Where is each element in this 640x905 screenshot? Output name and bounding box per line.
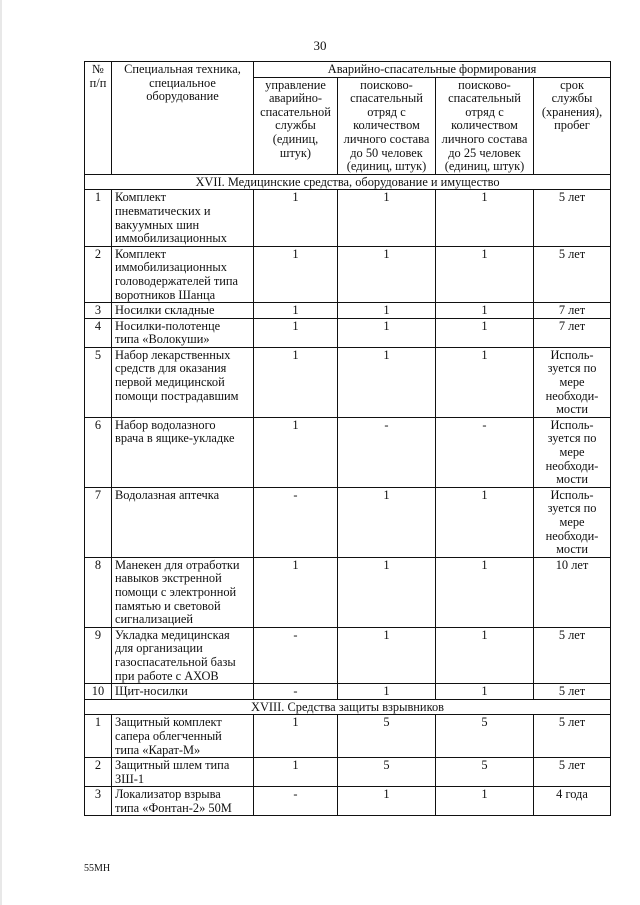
row-term: 5 лет <box>534 758 611 787</box>
row-team-50-qty: 1 <box>338 246 436 302</box>
row-number: 2 <box>85 246 112 302</box>
row-team-25-qty: - <box>436 417 534 487</box>
table-row <box>85 487 611 557</box>
table-row <box>85 787 611 816</box>
equipment-table <box>84 61 611 816</box>
header-group: Аварийно-спасательные формирования <box>254 62 611 78</box>
row-team-50-qty: - <box>338 417 436 487</box>
row-team-50-qty: 5 <box>338 758 436 787</box>
table-row <box>85 246 611 302</box>
row-management-qty: 1 <box>254 557 338 627</box>
row-management-qty: 1 <box>254 417 338 487</box>
row-management-qty: 1 <box>254 303 338 319</box>
row-term: 5 лет <box>534 190 611 246</box>
row-management-qty: 1 <box>254 318 338 347</box>
row-name: Комплект иммобилизационных головодержателей типа воротников Шанца <box>112 246 254 302</box>
row-name: Защитный комплект сапера облегченный типа «Карат-М» <box>112 715 254 758</box>
table-row <box>85 417 611 487</box>
row-term: 10 лет <box>534 557 611 627</box>
row-management-qty: - <box>254 487 338 557</box>
header-row-1 <box>85 62 611 78</box>
row-name: Носилки складные <box>112 303 254 319</box>
row-number: 8 <box>85 557 112 627</box>
row-name: Укладка медицинская для организации газоспасательной базы при работе с АХОВ <box>112 627 254 683</box>
row-number: 9 <box>85 627 112 683</box>
row-team-25-qty: 1 <box>436 347 534 417</box>
row-team-25-qty: 1 <box>436 318 534 347</box>
row-team-50-qty: 1 <box>338 190 436 246</box>
page-number: 30 <box>313 38 327 53</box>
table-row <box>85 627 611 683</box>
row-team-25-qty: 1 <box>436 684 534 700</box>
row-team-50-qty: 1 <box>338 787 436 816</box>
row-name: Щит-носилки <box>112 684 254 700</box>
row-term: 5 лет <box>534 715 611 758</box>
row-term: 4 года <box>534 787 611 816</box>
row-team-50-qty: 1 <box>338 557 436 627</box>
section-header-row <box>85 699 611 715</box>
row-term: Исполь- зуется по мере необходи- мости <box>534 417 611 487</box>
row-team-25-qty: 1 <box>436 246 534 302</box>
row-name: Манекен для отработки навыков экстренной помощи с электронной памятью и световой сигнализацией <box>112 557 254 627</box>
row-management-qty: 1 <box>254 758 338 787</box>
row-number: 1 <box>85 715 112 758</box>
header-col-team-50: поисково- спасательный отряд с количеством личного состава до 50 человек (единиц, штук) <box>338 77 436 174</box>
row-number: 3 <box>85 303 112 319</box>
row-team-50-qty: 1 <box>338 318 436 347</box>
row-name: Набор лекарственных средств для оказания первой медицинской помощи пострадавшим <box>112 347 254 417</box>
row-team-25-qty: 1 <box>436 787 534 816</box>
row-management-qty: 1 <box>254 347 338 417</box>
row-term: Исполь- зуется по мере необходи- мости <box>534 487 611 557</box>
row-management-qty: - <box>254 627 338 683</box>
header-num: № п/п <box>85 62 112 175</box>
row-management-qty: 1 <box>254 190 338 246</box>
footer-code: 55МН <box>84 863 111 874</box>
row-number: 5 <box>85 347 112 417</box>
row-team-50-qty: 5 <box>338 715 436 758</box>
row-number: 10 <box>85 684 112 700</box>
row-management-qty: - <box>254 787 338 816</box>
row-term: 5 лет <box>534 627 611 683</box>
row-term: 5 лет <box>534 246 611 302</box>
section-title: XVIII. Средства защиты взрывников <box>85 699 611 715</box>
section-title: XVII. Медицинские средства, оборудование и имущество <box>85 174 611 190</box>
row-term: 7 лет <box>534 318 611 347</box>
row-team-50-qty: 1 <box>338 684 436 700</box>
table-row <box>85 715 611 758</box>
row-name: Защитный шлем типа ЗШ-1 <box>112 758 254 787</box>
row-name: Комплект пневматических и вакуумных шин иммобилизационных <box>112 190 254 246</box>
table-row <box>85 318 611 347</box>
table-row <box>85 758 611 787</box>
table-row <box>85 684 611 700</box>
table-row <box>85 557 611 627</box>
row-team-50-qty: 1 <box>338 347 436 417</box>
section-header-row <box>85 174 611 190</box>
row-team-25-qty: 1 <box>436 627 534 683</box>
row-team-25-qty: 5 <box>436 758 534 787</box>
row-name: Водолазная аптечка <box>112 487 254 557</box>
row-management-qty: - <box>254 684 338 700</box>
row-name: Носилки-полотенце типа «Волокуши» <box>112 318 254 347</box>
row-number: 7 <box>85 487 112 557</box>
row-team-25-qty: 1 <box>436 190 534 246</box>
row-management-qty: 1 <box>254 246 338 302</box>
row-team-25-qty: 5 <box>436 715 534 758</box>
row-number: 3 <box>85 787 112 816</box>
row-team-25-qty: 1 <box>436 487 534 557</box>
header-col-term: срок службы (хранения), пробег <box>534 77 611 174</box>
header-name: Специальная техника, специальное оборудование <box>112 62 254 175</box>
table-row <box>85 190 611 246</box>
row-team-50-qty: 1 <box>338 627 436 683</box>
row-term: 7 лет <box>534 303 611 319</box>
row-name: Локализатор взрыва типа «Фонтан-2» 50М <box>112 787 254 816</box>
row-team-50-qty: 1 <box>338 303 436 319</box>
row-number: 6 <box>85 417 112 487</box>
row-number: 4 <box>85 318 112 347</box>
row-management-qty: 1 <box>254 715 338 758</box>
header-col-management: управление аварийно- спасательной службы (единиц, штук) <box>254 77 338 174</box>
header-col-team-25: поисково- спасательный отряд с количеством личного состава до 25 человек (единиц, штук) <box>436 77 534 174</box>
row-number: 2 <box>85 758 112 787</box>
scan-edge <box>0 0 2 905</box>
row-number: 1 <box>85 190 112 246</box>
table-row <box>85 347 611 417</box>
row-team-50-qty: 1 <box>338 487 436 557</box>
table-row <box>85 303 611 319</box>
row-term: 5 лет <box>534 684 611 700</box>
row-name: Набор водолазного врача в ящике-укладке <box>112 417 254 487</box>
row-term: Исполь- зуется по мере необходи- мости <box>534 347 611 417</box>
row-team-25-qty: 1 <box>436 303 534 319</box>
row-team-25-qty: 1 <box>436 557 534 627</box>
